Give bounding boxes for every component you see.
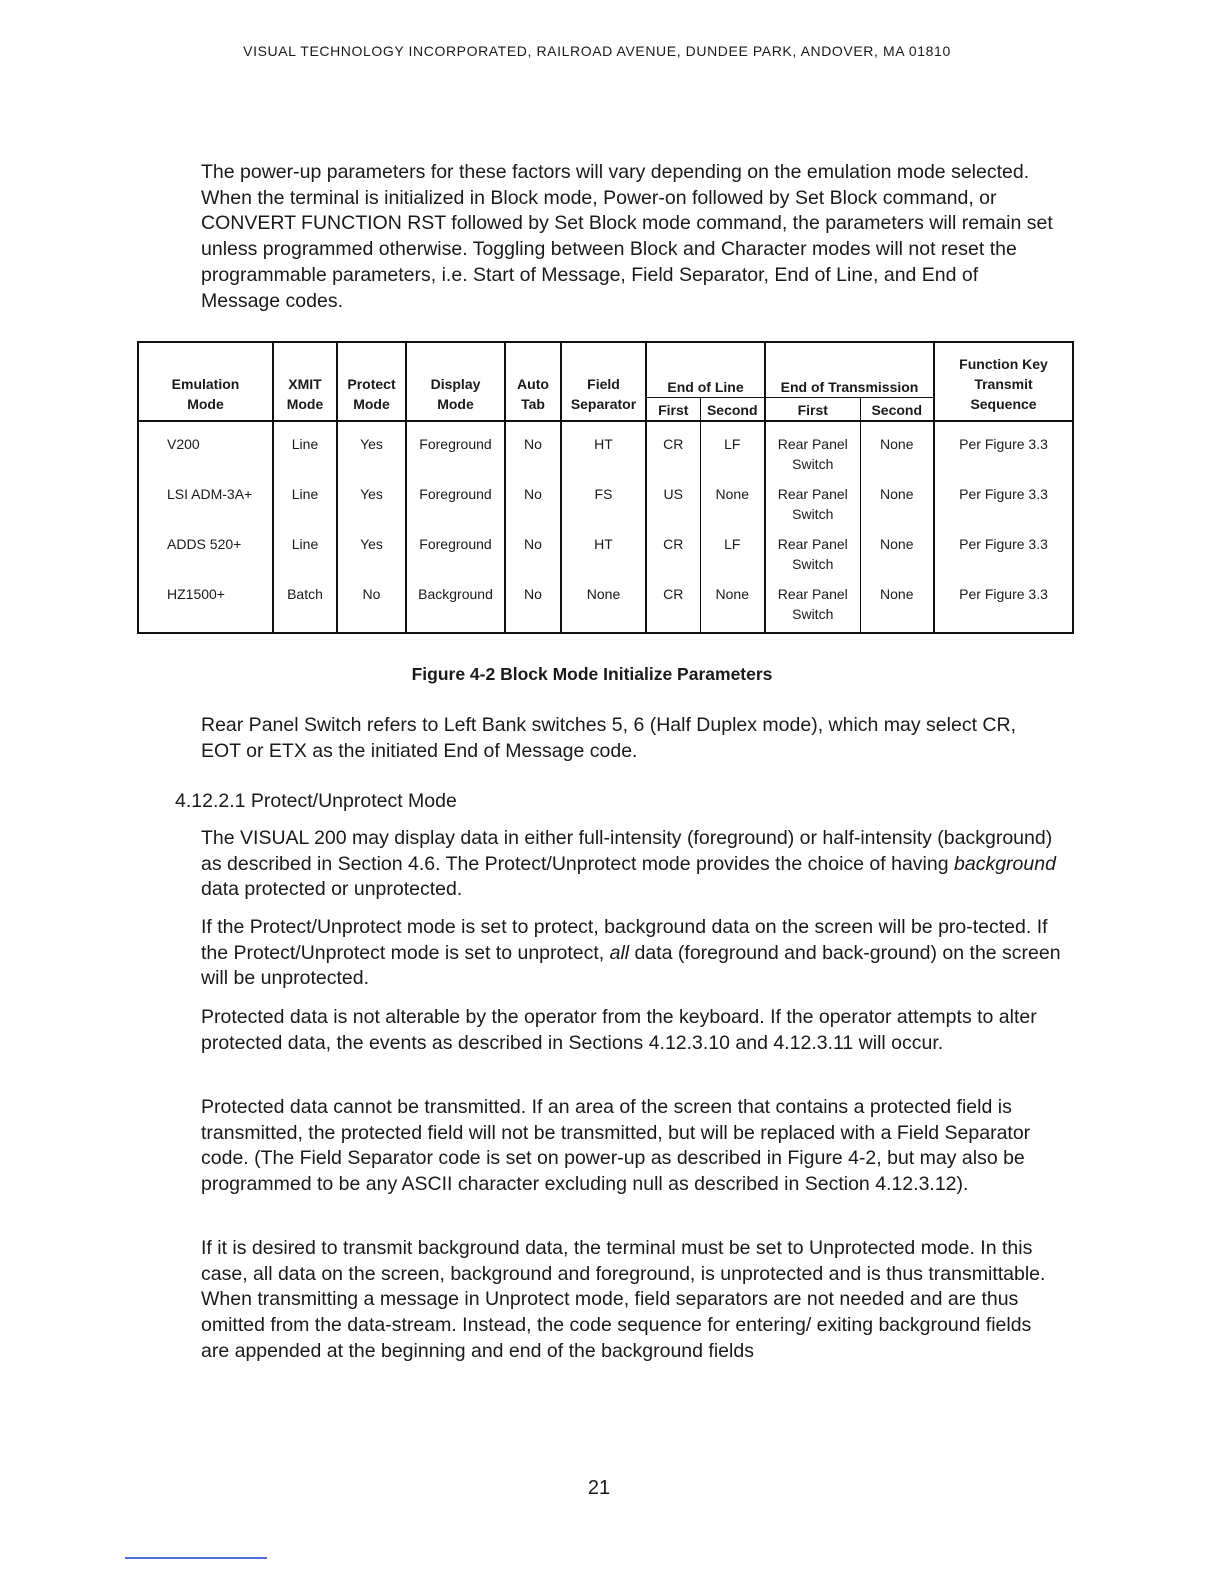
- cell-auto-tab: No: [505, 528, 561, 578]
- cell-eot-first: Rear Panel Switch: [765, 578, 860, 633]
- cell-xmit: Line: [273, 421, 337, 478]
- cell-eol-second: LF: [700, 528, 765, 578]
- header-display-mode: Display Mode: [406, 342, 505, 421]
- table-row: [138, 578, 1073, 633]
- header-eol-second: Second: [700, 398, 765, 422]
- section-heading: 4.12.2.1 Protect/Unprotect Mode: [175, 790, 457, 812]
- cell-eol-second: LF: [700, 421, 765, 478]
- header-field-separator: Field Separator: [561, 342, 646, 421]
- cell-protect: Yes: [337, 421, 406, 478]
- cell-auto-tab: No: [505, 421, 561, 478]
- cell-xmit: Line: [273, 528, 337, 578]
- page-number: 21: [587, 1477, 611, 1499]
- paragraph-4: Protected data cannot be transmitted. If an area of the screen that contains a protected field is transmitted, the protected field will not be transmitted, but will be replaced with a Field Separator code. (The Field Separator code is set on power-up as described in Figure 4-2, but may also be programmed to be any ASCII character excluding null as described in Section 4.12.3.12).: [201, 1096, 1031, 1196]
- cell-function-key: Per Figure 3.3: [934, 578, 1073, 633]
- cell-display: Foreground: [406, 421, 505, 478]
- paragraph-2: If the Protect/Unprotect mode is set to protect, background data on the screen will be pro-tected. If the Protect/Unprotect mode is set to unprotect, all data (foreground and back-ground) on the screen will be unprotected.: [201, 916, 1061, 990]
- cell-auto-tab: No: [505, 478, 561, 528]
- paragraph-3: Protected data is not alterable by the operator from the keyboard. If the operator attempts to alter protected data, the events as described in Sections 4.12.3.10 and 4.12.3.11 will occur.: [201, 1006, 1037, 1054]
- cell-eot-second: None: [860, 478, 934, 528]
- page-header: VISUAL TECHNOLOGY INCORPORATED, RAILROAD AVENUE, DUNDEE PARK, ANDOVER, MA 01810: [243, 43, 951, 59]
- table-row: [138, 528, 1073, 578]
- paragraph-5: If it is desired to transmit background data, the terminal must be set to Unprotected mode. In this case, all data on the screen, background and foreground, is unprotected and is thus transmittable. When transmitting a message in Unprotect mode, field separators are not needed and are thus omitted from the data-stream. Instead, the code sequence for entering/ exiting background fields are appended at the beginning and end of the background fields: [201, 1237, 1046, 1362]
- paragraph-1: The VISUAL 200 may display data in either full-intensity (foreground) or half-intensity (background) as described in Section 4.6. The Protect/Unprotect mode provides the choice of having background data protected or unprotected.: [201, 827, 1056, 901]
- header-eol-first: First: [646, 398, 700, 422]
- cell-auto-tab: No: [505, 578, 561, 633]
- cell-field-separator: HT: [561, 421, 646, 478]
- figure-caption: Figure 4-2 Block Mode Initialize Parameters: [411, 664, 773, 684]
- header-xmit-mode: XMIT Mode: [273, 342, 337, 421]
- cell-xmit: Line: [273, 478, 337, 528]
- cell-function-key: Per Figure 3.3: [934, 528, 1073, 578]
- table-header-row-top: [138, 342, 1073, 398]
- cell-eol-first: CR: [646, 578, 700, 633]
- cell-emulation: LSI ADM-3A+: [167, 486, 253, 503]
- header-end-of-transmission: End of Transmission: [765, 342, 934, 398]
- cell-eol-second: None: [700, 478, 765, 528]
- cell-emulation: V200: [167, 436, 200, 452]
- cell-eot-second: None: [860, 578, 934, 633]
- header-emulation-mode: Emulation Mode: [138, 342, 273, 421]
- cell-eot-first: Rear Panel Switch: [765, 421, 860, 478]
- block-mode-parameters-table: [137, 341, 1074, 634]
- cell-protect: No: [337, 578, 406, 633]
- cell-eol-first: CR: [646, 421, 700, 478]
- header-end-of-line: End of Line: [646, 342, 765, 398]
- cell-field-separator: HT: [561, 528, 646, 578]
- cell-function-key: Per Figure 3.3: [934, 478, 1073, 528]
- cell-eot-first: Rear Panel Switch: [765, 478, 860, 528]
- cell-emulation: HZ1500+: [167, 585, 225, 602]
- cell-eot-first: Rear Panel Switch: [765, 528, 860, 578]
- cell-display: Foreground: [406, 478, 505, 528]
- header-protect-mode: Protect Mode: [337, 342, 406, 421]
- table-row: [138, 421, 1073, 478]
- header-eot-second: Second: [860, 398, 934, 422]
- header-eot-first: First: [765, 398, 860, 422]
- rear-panel-note: Rear Panel Switch refers to Left Bank switches 5, 6 (Half Duplex mode), which may select CR, EOT or ETX as the initiated End of Message code.: [201, 714, 1016, 762]
- cell-display: Background: [406, 578, 505, 633]
- cell-eol-first: US: [646, 478, 700, 528]
- header-function-key-sequence: Function Key Transmit Sequence: [934, 342, 1073, 421]
- cell-eol-first: CR: [646, 528, 700, 578]
- scan-artifact-rule: [125, 1557, 267, 1559]
- intro-paragraph: The power-up parameters for these factors will vary depending on the emulation mode selected. When the terminal is initialized in Block mode, Power-on followed by Set Block command, or CONVERT FUNCTION RST followed by Set Block mode command, the parameters will remain set unless programmed otherwise. Toggling between Block and Character modes will not reset the programmable parameters, i.e. Start of Message, Field Separator, End of Line, and End of Message codes.: [201, 161, 1053, 312]
- cell-field-separator: FS: [561, 478, 646, 528]
- table-row: [138, 478, 1073, 528]
- cell-eot-second: None: [860, 528, 934, 578]
- cell-emulation: ADDS 520+: [167, 536, 242, 553]
- cell-eol-second: None: [700, 578, 765, 633]
- cell-display: Foreground: [406, 528, 505, 578]
- cell-field-separator: None: [561, 578, 646, 633]
- cell-protect: Yes: [337, 528, 406, 578]
- cell-protect: Yes: [337, 478, 406, 528]
- cell-xmit: Batch: [273, 578, 337, 633]
- cell-function-key: Per Figure 3.3: [934, 421, 1073, 478]
- cell-eot-second: None: [860, 421, 934, 478]
- header-auto-tab: Auto Tab: [505, 342, 561, 421]
